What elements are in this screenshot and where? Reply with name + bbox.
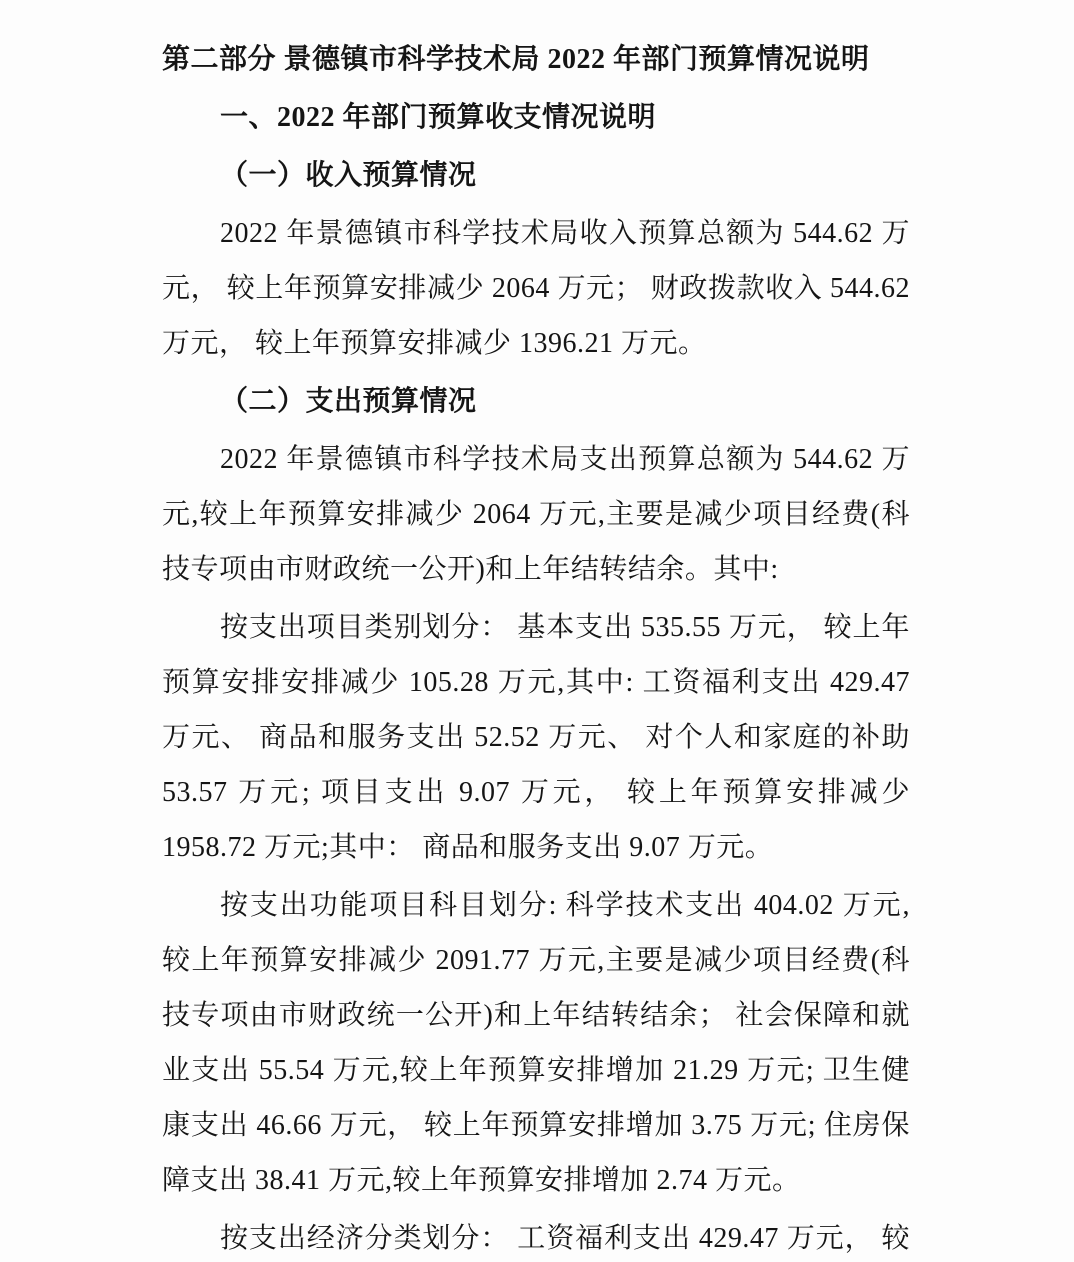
document-body (162, 32, 910, 1262)
paragraph-line: 康支出 46.66 万元， 较上年预算安排增加 3.75 万元; 住房保 (162, 1110, 910, 1141)
heading-line: 一、2022 年部门预算收支情况说明 (220, 102, 657, 133)
paragraph-line: 53.57 万元; 项目支出 9.07 万元， 较上年预算安排减少 (162, 777, 910, 808)
section-heading (162, 374, 910, 429)
heading-line: （二）支出预算情况 (220, 386, 477, 417)
paragraph-line: 元,较上年预算安排减少 2064 万元,主要是减少项目经费(科 (162, 499, 910, 530)
paragraph-line: 技专项由市财政统一公开)和上年结转结余； 社会保障和就 (162, 1000, 910, 1031)
title-line: 第二部分 景德镇市科学技术局 2022 年部门预算情况说明 (162, 44, 870, 75)
paragraph-line: 技专项由市财政统一公开)和上年结转结余。其中: (162, 554, 779, 585)
paragraph-line: 障支出 38.41 万元,较上年预算安排增加 2.74 万元。 (162, 1165, 801, 1196)
paragraph-line: 1958.72 万元;其中： 商品和服务支出 9.07 万元。 (162, 832, 774, 863)
paragraph (162, 206, 910, 371)
paragraph-line: 万元、 商品和服务支出 52.52 万元、 对个人和家庭的补助 (162, 722, 910, 753)
paragraph-line: 按支出功能项目科目划分: 科学技术支出 404.02 万元, (220, 890, 910, 921)
paragraph-line: 业支出 55.54 万元,较上年预算安排增加 21.29 万元; 卫生健 (162, 1055, 910, 1086)
paragraph-line: 2022 年景德镇市科学技术局收入预算总额为 544.62 万 (220, 218, 910, 249)
heading-line: （一）收入预算情况 (220, 160, 477, 191)
paragraph (162, 600, 910, 875)
paragraph-line: 按支出经济分类划分： 工资福利支出 429.47 万元， 较 (220, 1223, 910, 1254)
paragraph-line: 较上年预算安排减少 2091.77 万元,主要是减少项目经费(科 (162, 945, 910, 976)
paragraph-line: 按支出项目类别划分： 基本支出 535.55 万元， 较上年 (220, 612, 910, 643)
paragraph-line: 2022 年景德镇市科学技术局支出预算总额为 544.62 万 (220, 444, 910, 475)
paragraph-line: 元， 较上年预算安排减少 2064 万元； 财政拨款收入 544.62 (162, 273, 910, 304)
document-title (162, 32, 910, 87)
paragraph (162, 432, 910, 597)
paragraph (162, 1211, 910, 1262)
paragraph-line: 万元， 较上年预算安排减少 1396.21 万元。 (162, 328, 707, 359)
section-heading (162, 148, 910, 203)
section-heading (162, 90, 910, 145)
paragraph (162, 878, 910, 1208)
paragraph-line: 预算安排安排减少 105.28 万元,其中: 工资福利支出 429.47 (162, 667, 910, 698)
